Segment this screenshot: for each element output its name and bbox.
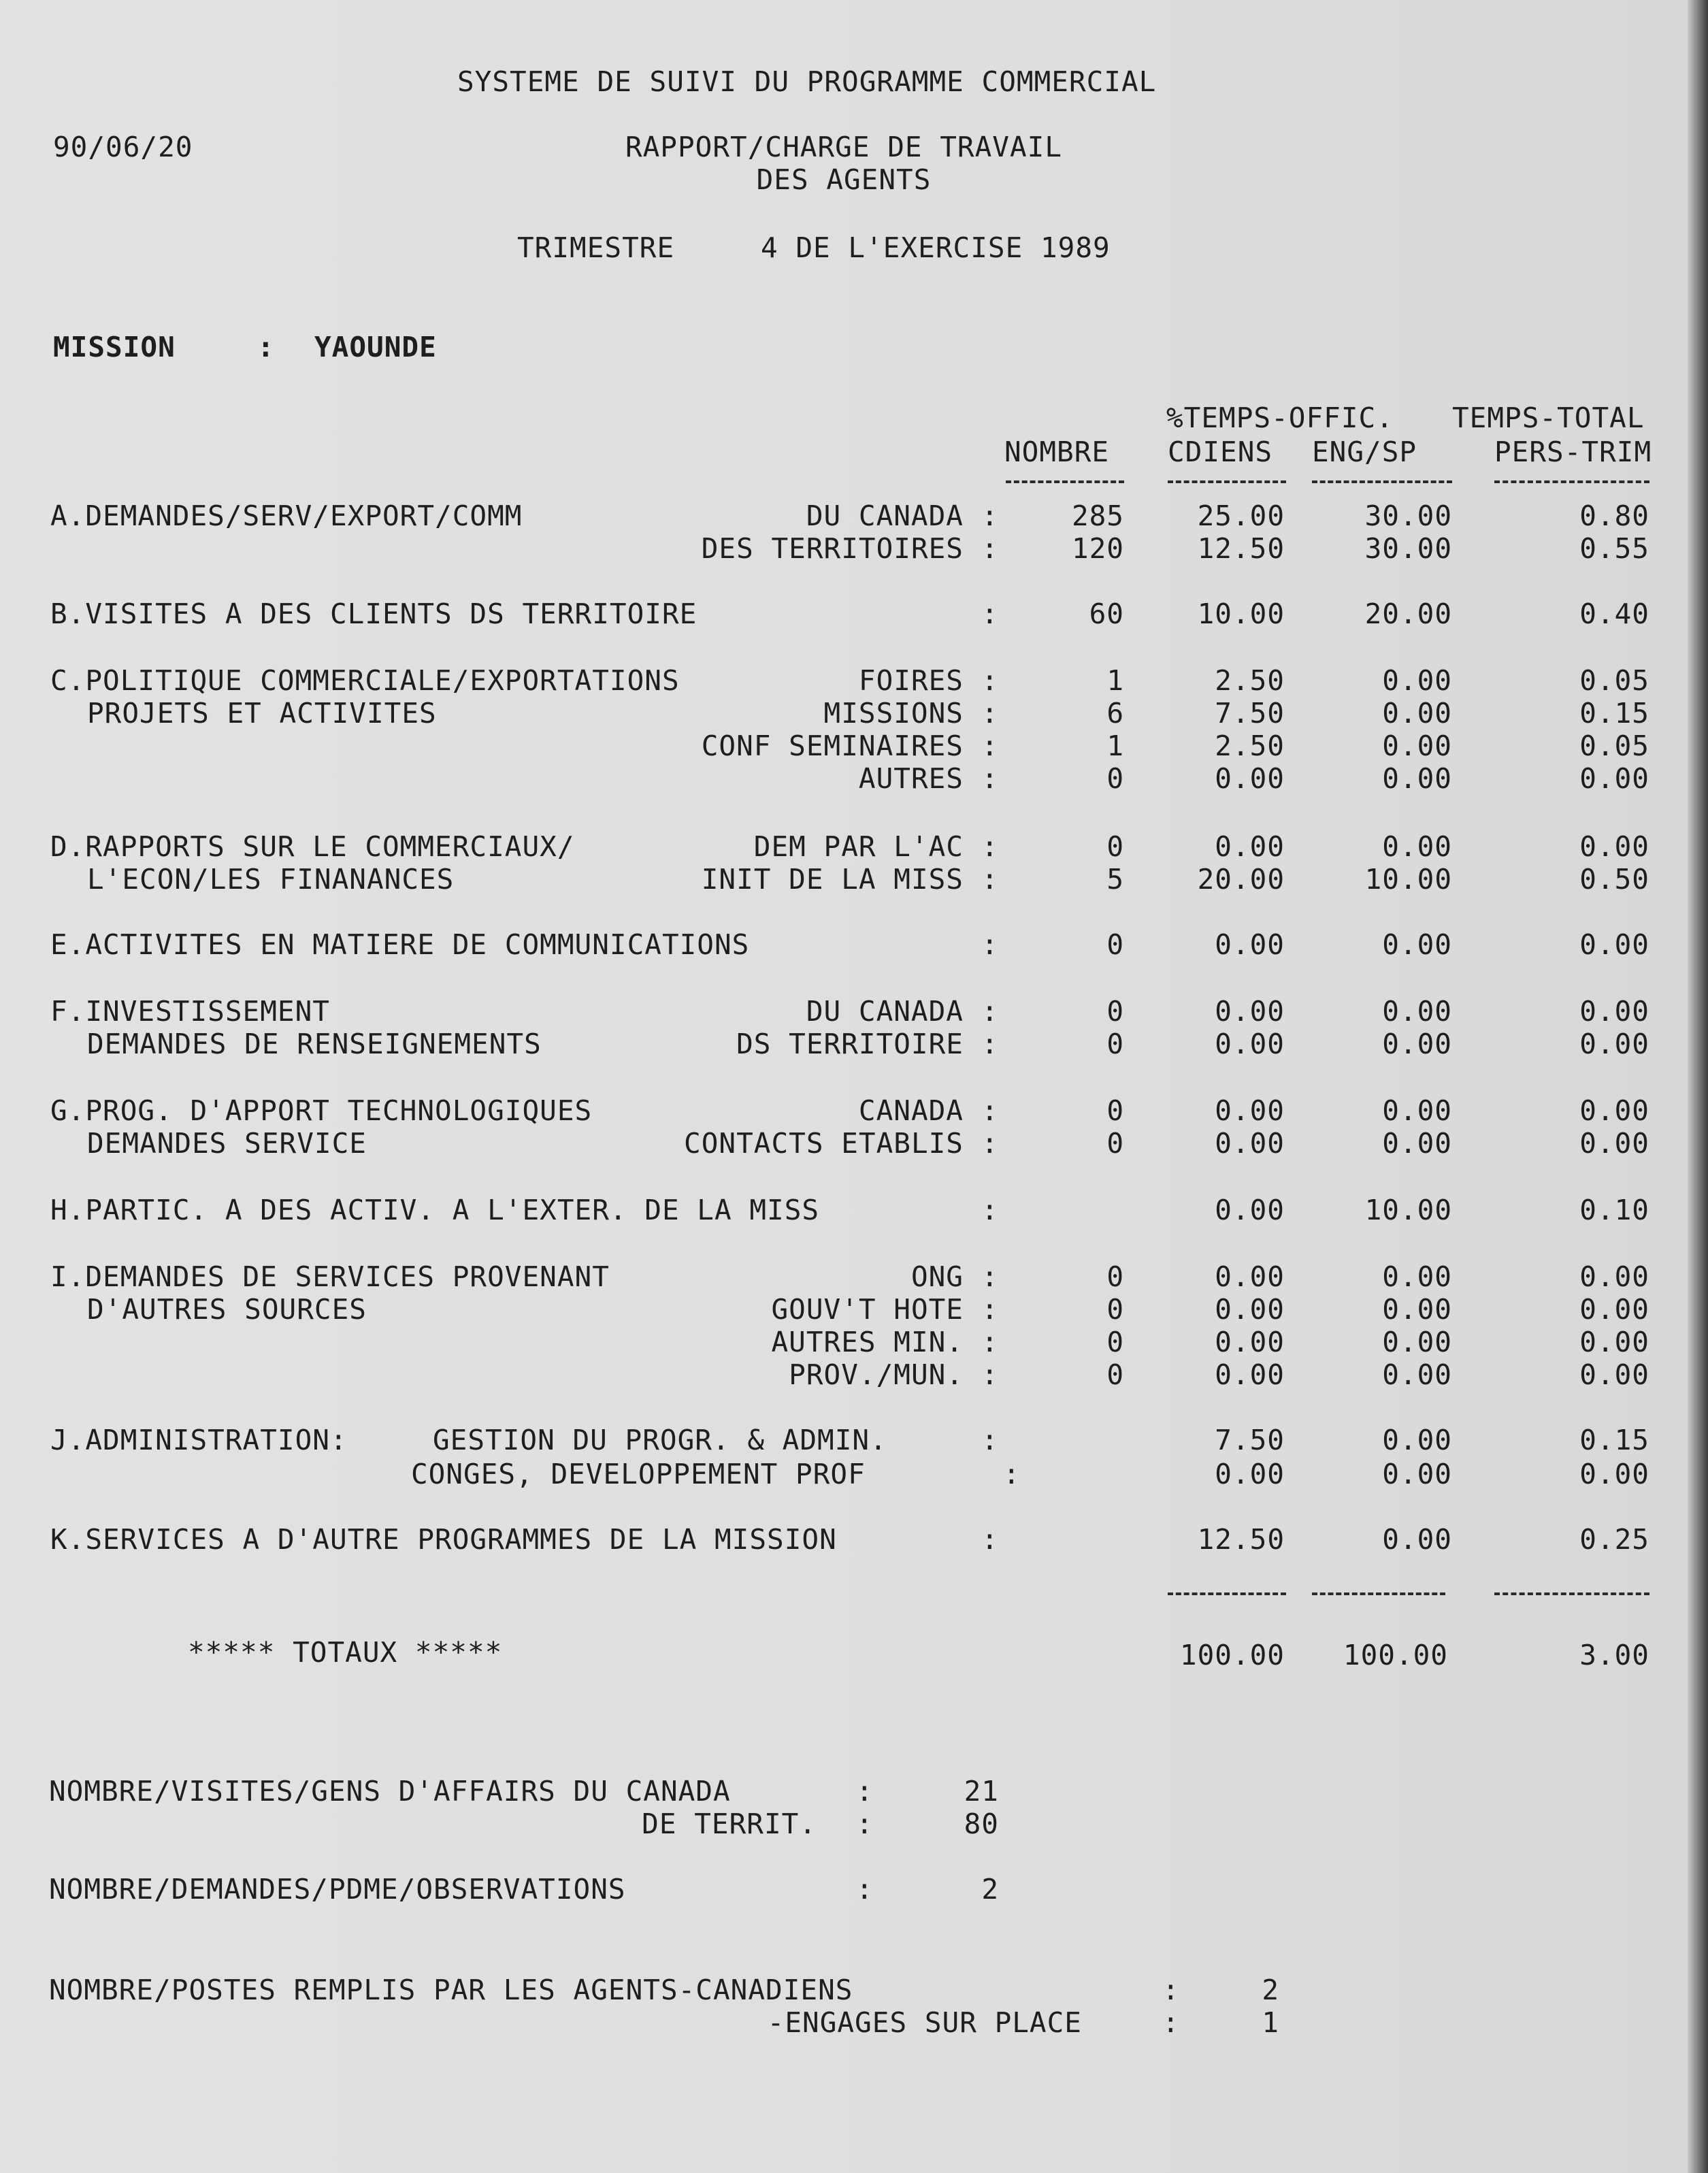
cell-pers-trim: 0.55 [1579,532,1649,565]
totals-rule-cdiens [1168,1592,1286,1595]
row-section-label: A.DEMANDES/SERV/EXPORT/COMM [50,500,523,532]
cell-temps-cdiens: 0.00 [1215,995,1285,1028]
page-edge-shadow [1688,0,1708,2173]
cell-temps-cdiens: 0.00 [1215,1293,1285,1326]
cell-pers-trim: 0.00 [1579,830,1649,863]
row-section-label: G.PROG. D'APPORT TECHNOLOGIQUES [50,1094,593,1127]
report-title-line-1: RAPPORT/CHARGE DE TRAVAIL [625,131,1063,163]
visites-colon: : [856,1775,874,1808]
cell-temps-cdiens: 0.00 [1215,1326,1285,1358]
row-section-label: H.PARTIC. A DES ACTIV. A L'EXTER. DE LA MISS [50,1194,820,1226]
cell-temps-engsp: 0.00 [1382,1424,1452,1456]
row-sub-label: DES TERRITOIRES [701,532,964,565]
cell-temps-cdiens: 0.00 [1215,1028,1285,1060]
row-colon: : [981,1326,999,1358]
col-nombre-header: NOMBRE [1004,436,1110,468]
cell-pers-trim: 0.00 [1579,1458,1649,1490]
cell-nombre: 0 [1106,762,1124,795]
row-section-label: DEMANDES DE RENSEIGNEMENTS [87,1028,542,1060]
cell-temps-engsp: 0.00 [1382,1094,1452,1127]
row-sub-label: GOUV'T HOTE [771,1293,964,1326]
row-section-label: E.ACTIVITES EN MATIERE DE COMMUNICATIONS [50,928,750,961]
postes-colon: : [1162,1974,1180,2006]
report-date: 90/06/20 [53,131,193,163]
row-sub-label: DU CANADA [806,995,964,1028]
cell-pers-trim: 0.80 [1579,500,1649,532]
cell-temps-engsp: 0.00 [1382,1028,1452,1060]
cell-temps-cdiens: 0.00 [1215,928,1285,961]
row-sub-label: AUTRES [858,762,964,795]
cell-nombre: 285 [1071,500,1124,532]
cell-temps-engsp: 0.00 [1382,995,1452,1028]
row-colon: : [981,598,999,630]
cell-temps-cdiens: 0.00 [1215,1127,1285,1160]
cell-temps-cdiens: 7.50 [1215,1424,1285,1456]
cell-temps-engsp: 20.00 [1364,598,1452,630]
mission-value: YAOUNDE [314,331,437,363]
cell-nombre: 60 [1089,598,1124,630]
row-colon: : [981,762,999,795]
row-sub-label: DS TERRITOIRE [736,1028,964,1060]
cell-temps-engsp: 0.00 [1382,830,1452,863]
cell-pers-trim: 0.00 [1579,1260,1649,1293]
col-engsp-header: ENG/SP [1312,436,1417,468]
row-sub-label: AUTRES MIN. [771,1326,964,1358]
cell-pers-trim: 0.00 [1579,1127,1649,1160]
row-colon: : [981,1523,999,1556]
cell-nombre: 0 [1106,928,1124,961]
cell-temps-cdiens: 2.50 [1215,664,1285,697]
totals-rule-engsp [1312,1592,1445,1595]
cell-nombre: 0 [1106,1260,1124,1293]
mission-label: MISSION [53,331,176,363]
row-section-label: J.ADMINISTRATION: [50,1424,348,1456]
cell-temps-cdiens: 0.00 [1215,1094,1285,1127]
cell-temps-engsp: 10.00 [1364,1194,1452,1226]
row-colon: : [981,1194,999,1226]
row-colon: : [981,1424,999,1456]
row-sub-label: INIT DE LA MISS [701,863,964,896]
cell-temps-engsp: 0.00 [1382,762,1452,795]
row-colon: : [981,1293,999,1326]
cell-temps-cdiens: 0.00 [1215,1358,1285,1391]
cell-nombre: 1 [1106,664,1124,697]
header-underline-engsp [1312,480,1452,483]
row-colon: : [981,730,999,762]
visites-label: NOMBRE/VISITES/GENS D'AFFAIRS DU CANADA [49,1775,731,1808]
demandes-colon: : [856,1873,874,1906]
row-section-label: I.DEMANDES DE SERVICES PROVENANT [50,1260,610,1293]
cell-nombre: 120 [1071,532,1124,565]
row-sub-label: CONGES, DEVELOPPEMENT PROF [411,1458,866,1490]
cell-temps-cdiens: 0.00 [1215,1194,1285,1226]
row-sub-label: MISSIONS [823,697,964,730]
cell-temps-engsp: 0.00 [1382,1326,1452,1358]
row-sub-label: DEM PAR L'AC [753,830,964,863]
cell-temps-cdiens: 12.50 [1197,1523,1285,1556]
row-section-label: PROJETS ET ACTIVITES [87,697,437,730]
cell-temps-engsp: 0.00 [1382,730,1452,762]
row-colon: : [981,1127,999,1160]
cell-pers-trim: 0.25 [1579,1523,1649,1556]
totals-pers-trim: 3.00 [1579,1639,1649,1671]
cell-pers-trim: 0.00 [1579,1293,1649,1326]
quarter-value: 4 DE L'EXERCISE 1989 [761,231,1111,264]
row-sub-label: ONG [910,1260,964,1293]
cell-temps-engsp: 0.00 [1382,664,1452,697]
cell-temps-engsp: 0.00 [1382,928,1452,961]
postes-label: NOMBRE/POSTES REMPLIS PAR LES AGENTS-CANADIENS [49,1974,853,2006]
cell-nombre: 6 [1106,697,1124,730]
cell-nombre: 0 [1106,1127,1124,1160]
cell-pers-trim: 0.15 [1579,1424,1649,1456]
cell-nombre: 0 [1106,1293,1124,1326]
cell-pers-trim: 0.05 [1579,730,1649,762]
totals-rule-pers-trim [1494,1592,1649,1595]
cell-pers-trim: 0.00 [1579,928,1649,961]
cell-temps-cdiens: 20.00 [1197,863,1285,896]
row-section-label: D.RAPPORTS SUR LE COMMERCIAUX/ [50,830,575,863]
postes-engages-value: 1 [1262,2006,1279,2039]
row-sub-label: CANADA [858,1094,964,1127]
header-underline-cdiens [1168,480,1286,483]
cell-pers-trim: 0.15 [1579,697,1649,730]
row-sub-label: FOIRES [858,664,964,697]
cell-pers-trim: 0.05 [1579,664,1649,697]
cell-nombre: 5 [1106,863,1124,896]
cell-temps-cdiens: 12.50 [1197,532,1285,565]
demandes-value: 2 [981,1873,999,1906]
row-colon: : [981,1358,999,1391]
cell-pers-trim: 0.00 [1579,762,1649,795]
visites-territ-value: 80 [964,1808,999,1840]
row-colon: : [981,1028,999,1060]
cell-temps-cdiens: 0.00 [1215,1260,1285,1293]
visites-canada-value: 21 [964,1775,999,1808]
cell-temps-engsp: 0.00 [1382,1127,1452,1160]
cell-temps-cdiens: 0.00 [1215,762,1285,795]
cell-temps-engsp: 0.00 [1382,1523,1452,1556]
row-colon: : [981,697,999,730]
col-pers-trim-header: PERS-TRIM [1494,436,1652,468]
header-underline-nombre [1006,480,1124,483]
cell-pers-trim: 0.10 [1579,1194,1649,1226]
cell-temps-engsp: 10.00 [1364,863,1452,896]
cell-nombre: 0 [1106,1326,1124,1358]
totals-engsp: 100.00 [1343,1639,1448,1671]
totals-cdiens: 100.00 [1179,1639,1285,1671]
cell-nombre: 0 [1106,1094,1124,1127]
cell-nombre: 0 [1106,1358,1124,1391]
cell-nombre: 1 [1106,730,1124,762]
cell-temps-engsp: 0.00 [1382,697,1452,730]
cell-temps-engsp: 0.00 [1382,1293,1452,1326]
totals-label: ***** TOTAUX ***** [188,1636,503,1669]
row-colon: : [981,995,999,1028]
cell-pers-trim: 0.50 [1579,863,1649,896]
cell-nombre: 0 [1106,830,1124,863]
row-section-label: D'AUTRES SOURCES [87,1293,367,1326]
cell-temps-cdiens: 0.00 [1215,1458,1285,1490]
cell-temps-engsp: 30.00 [1364,532,1452,565]
cell-temps-engsp: 0.00 [1382,1358,1452,1391]
row-section-label: DEMANDES SERVICE [87,1127,367,1160]
cell-temps-cdiens: 25.00 [1197,500,1285,532]
cell-pers-trim: 0.00 [1579,995,1649,1028]
quarter-label: TRIMESTRE [517,231,675,264]
row-sub-label: PROV./MUN. [789,1358,964,1391]
cell-nombre: 0 [1106,1028,1124,1060]
col-temps-offic-header: %TEMPS-OFFIC. [1166,402,1394,434]
cell-temps-engsp: 0.00 [1382,1458,1452,1490]
row-sub-label: GESTION DU PROGR. & ADMIN. [433,1424,887,1456]
cell-temps-engsp: 0.00 [1382,1260,1452,1293]
row-sub-label: CONTACTS ETABLIS [684,1127,964,1160]
row-section-label: K.SERVICES A D'AUTRE PROGRAMMES DE LA MISSION [50,1523,837,1556]
mission-colon: : [257,331,275,363]
row-colon: : [981,532,999,565]
visites-territ-label: DE TERRIT. [642,1808,817,1840]
cell-temps-cdiens: 0.00 [1215,830,1285,863]
postes-engages-label: -ENGAGES SUR PLACE [767,2006,1082,2039]
row-section-label: B.VISITES A DES CLIENTS DS TERRITOIRE [50,598,697,630]
cell-temps-cdiens: 10.00 [1197,598,1285,630]
row-sub-label: DU CANADA [806,500,964,532]
row-colon: : [981,1260,999,1293]
system-title: SYSTEME DE SUIVI DU PROGRAMME COMMERCIAL [457,65,1157,98]
cell-nombre: 0 [1106,995,1124,1028]
cell-temps-cdiens: 2.50 [1215,730,1285,762]
row-section-label: C.POLITIQUE COMMERCIALE/EXPORTATIONS [50,664,680,697]
row-colon: : [1003,1458,1021,1490]
col-temps-total-header: TEMPS-TOTAL [1452,402,1645,434]
row-colon: : [981,1094,999,1127]
row-colon: : [981,500,999,532]
cell-pers-trim: 0.40 [1579,598,1649,630]
row-colon: : [981,664,999,697]
row-colon: : [981,928,999,961]
cell-pers-trim: 0.00 [1579,1326,1649,1358]
cell-pers-trim: 0.00 [1579,1094,1649,1127]
cell-temps-cdiens: 7.50 [1215,697,1285,730]
report-title-line-2: DES AGENTS [756,163,932,196]
row-colon: : [981,830,999,863]
postes-engages-colon: : [1162,2006,1180,2039]
visites-territ-colon: : [856,1808,874,1840]
cell-pers-trim: 0.00 [1579,1028,1649,1060]
demandes-label: NOMBRE/DEMANDES/PDME/OBSERVATIONS [49,1873,626,1906]
cell-pers-trim: 0.00 [1579,1358,1649,1391]
row-section-label: L'ECON/LES FINANANCES [87,863,455,896]
header-underline-pers-trim [1494,480,1649,483]
row-section-label: F.INVESTISSEMENT [50,995,330,1028]
cell-temps-engsp: 30.00 [1364,500,1452,532]
postes-canadiens-value: 2 [1262,1974,1279,2006]
row-sub-label: CONF SEMINAIRES [701,730,964,762]
col-cdiens-header: CDIENS [1168,436,1273,468]
row-colon: : [981,863,999,896]
